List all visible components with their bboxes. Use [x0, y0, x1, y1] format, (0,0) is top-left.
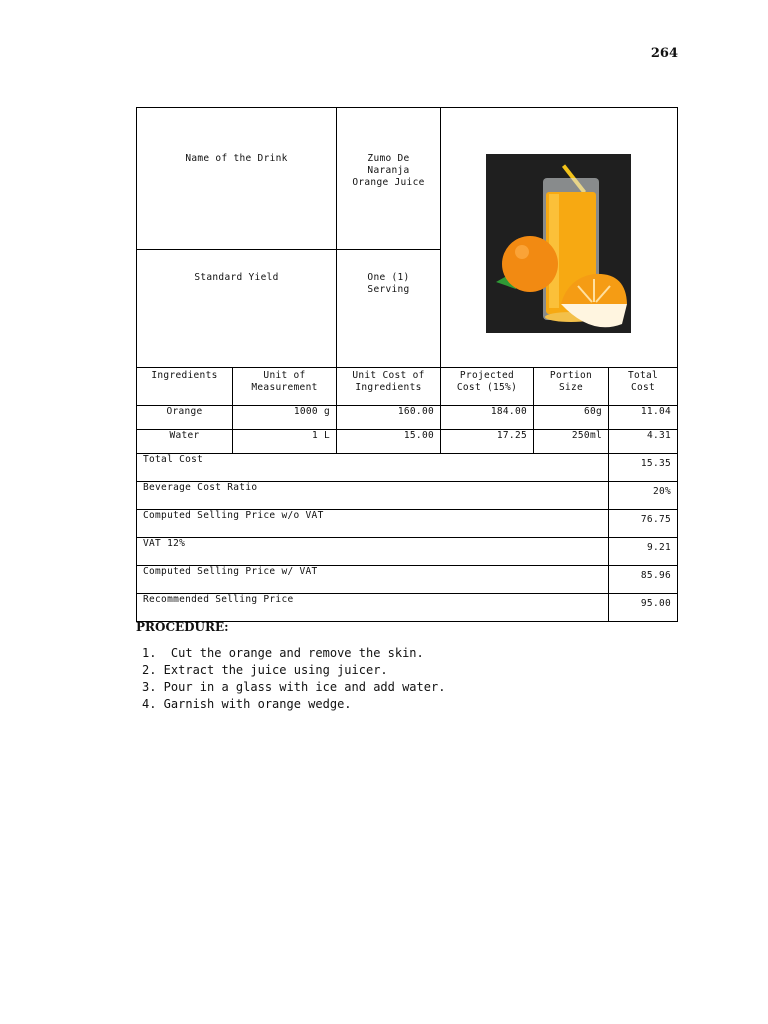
summary-label: Computed Selling Price w/o VAT — [137, 510, 609, 538]
summary-value: 20% — [609, 482, 678, 510]
column-header-row — [137, 368, 678, 406]
summary-value: 85.96 — [609, 566, 678, 594]
standard-yield-value — [337, 250, 440, 296]
column-header: Projected Cost (15%) — [441, 368, 534, 406]
ingredient-name: Orange — [137, 406, 233, 430]
column-header: Ingredients — [137, 368, 233, 406]
standard-yield-label-cell — [137, 250, 337, 368]
ingredient-name: Water — [137, 430, 233, 454]
drink-name-value — [337, 108, 440, 189]
ingredient-total-cost: 11.04 — [609, 406, 678, 430]
ingredient-row — [137, 430, 678, 454]
page-number: 264 — [650, 46, 678, 61]
ingredient-unit: 1 L — [233, 430, 337, 454]
yield-line: One (1) — [367, 272, 410, 283]
ingredient-total-cost: 4.31 — [609, 430, 678, 454]
summary-row — [137, 538, 678, 566]
summary-row — [137, 594, 678, 622]
summary-label: Recommended Selling Price — [137, 594, 609, 622]
summary-row — [137, 510, 678, 538]
ingredient-projected-cost: 17.25 — [441, 430, 534, 454]
procedure-step: 4. Garnish with orange wedge. — [142, 697, 352, 711]
drink-name-label: Name of the Drink — [185, 153, 288, 164]
drink-image-cell — [441, 108, 678, 368]
recipe-costing-table — [136, 107, 678, 622]
summary-label: Computed Selling Price w/ VAT — [137, 566, 609, 594]
ingredient-unit-cost: 160.00 — [337, 406, 441, 430]
summary-value: 95.00 — [609, 594, 678, 622]
summary-row — [137, 482, 678, 510]
ingredient-projected-cost: 184.00 — [441, 406, 534, 430]
procedure-step: 1. Cut the orange and remove the skin. — [142, 646, 424, 660]
summary-row — [137, 566, 678, 594]
summary-value: 76.75 — [609, 510, 678, 538]
procedure-step: 3. Pour in a glass with ice and add water. — [142, 680, 446, 694]
drink-name-line: Orange Juice — [352, 177, 425, 188]
column-header: Portion Size — [534, 368, 609, 406]
procedure-list — [142, 645, 445, 713]
ingredient-unit: 1000 g — [233, 406, 337, 430]
drink-name-line: Naranja — [367, 165, 410, 176]
column-header: Unit of Measurement — [233, 368, 337, 406]
summary-row — [137, 454, 678, 482]
ingredient-portion: 250ml — [534, 430, 609, 454]
drink-name-line: Zumo De — [367, 153, 410, 164]
summary-label: VAT 12% — [137, 538, 609, 566]
ingredient-row — [137, 406, 678, 430]
column-header: Unit Cost of Ingredients — [337, 368, 441, 406]
summary-value: 9.21 — [609, 538, 678, 566]
ingredient-unit-cost: 15.00 — [337, 430, 441, 454]
column-header: Total Cost — [609, 368, 678, 406]
summary-label: Total Cost — [137, 454, 609, 482]
procedure-title: PROCEDURE: — [136, 620, 229, 634]
standard-yield-value-cell — [337, 250, 441, 368]
summary-label: Beverage Cost Ratio — [137, 482, 609, 510]
procedure-step: 2. Extract the juice using juicer. — [142, 663, 388, 677]
orange-juice-glass-image — [486, 154, 631, 333]
yield-line: Serving — [367, 284, 410, 295]
summary-value: 15.35 — [609, 454, 678, 482]
ingredient-portion: 60g — [534, 406, 609, 430]
drink-name-label-cell — [137, 108, 337, 250]
drink-name-value-cell — [337, 108, 441, 250]
standard-yield-label: Standard Yield — [194, 272, 279, 283]
orange-juice-icon — [486, 154, 631, 333]
